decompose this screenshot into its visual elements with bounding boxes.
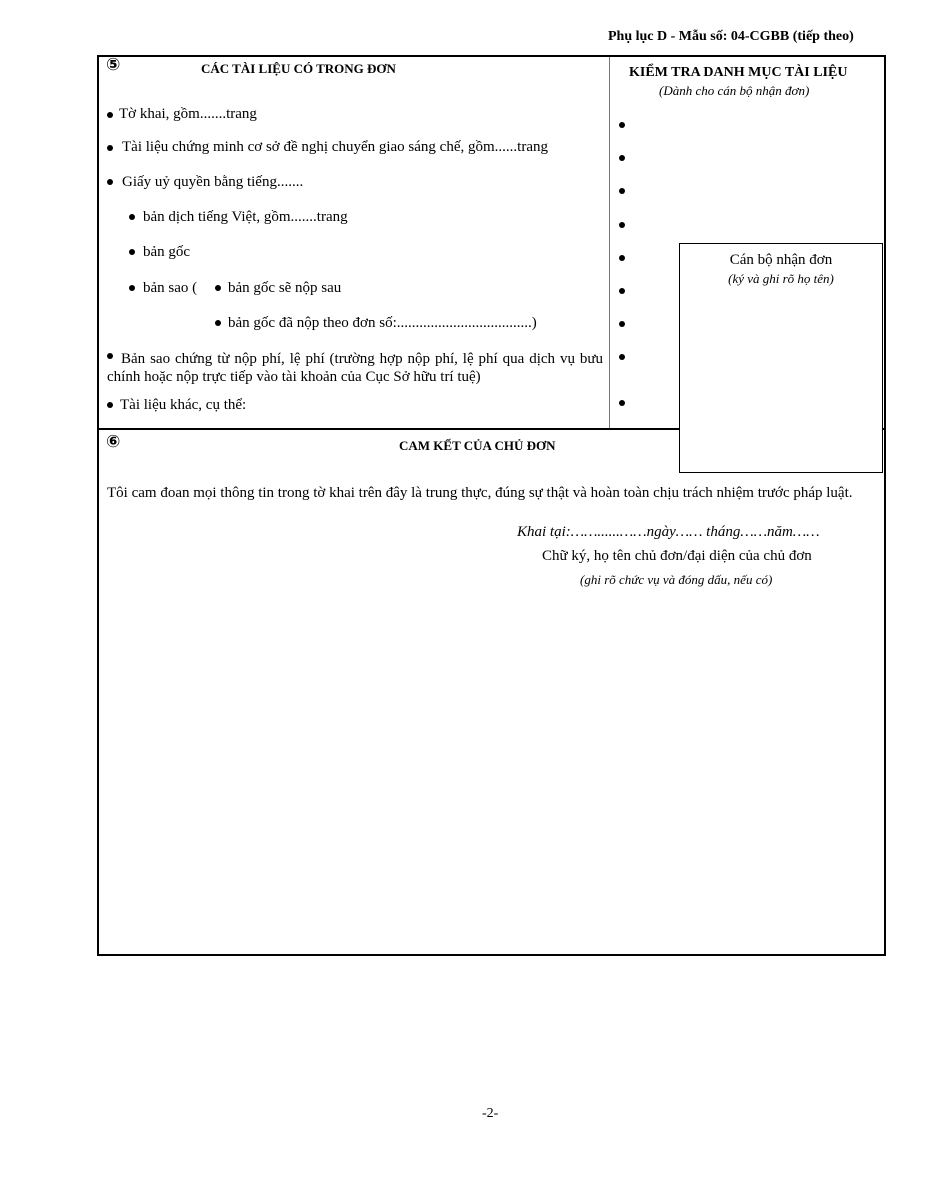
- bullet-icon: [107, 179, 113, 185]
- bullet-icon: [215, 320, 221, 326]
- item-copy: bản sao (: [143, 280, 198, 296]
- item-other: Tài liệu khác, cụ thể:: [120, 397, 247, 413]
- check-bullet-icon: [619, 255, 625, 261]
- section-6-number: ⑥: [106, 432, 121, 452]
- officer-box-subtitle: (ký và ghi rõ họ tên): [728, 271, 834, 286]
- section-6-title: CAM KẾT CỦA CHỦ ĐƠN: [399, 438, 556, 453]
- check-bullet-icon: [619, 354, 625, 360]
- item-fee-receipt: Bản sao chứng từ nộp phí, lệ phí (trường hợp nộp phí, lệ phí qua dịch vụ bưu chính hoặc nộp trực tiếp vào tài khoản của Cục Sở hữu trí tuệ): [107, 351, 603, 385]
- check-bullet-icon: [619, 321, 625, 327]
- bullet-icon: [129, 285, 135, 291]
- page-number: -2-: [482, 1106, 499, 1121]
- item-original: bản gốc: [143, 244, 191, 260]
- section-5-number: ⑤: [106, 55, 121, 75]
- bullet-icon: [107, 112, 113, 118]
- check-bullet-icon: [619, 288, 625, 294]
- officer-box-title: Cán bộ nhận đơn: [729, 252, 833, 268]
- bullet-icon: [107, 402, 113, 408]
- place-date-line: Khai tại:……......……ngày…… tháng……năm……: [517, 524, 820, 540]
- item-proof: Tài liệu chứng minh cơ sở đề nghị chuyển giao sáng chế, gồm......trang: [122, 139, 548, 155]
- item-power-of-attorney: Giấy uỷ quyền bằng tiếng.......: [122, 174, 304, 190]
- item-translation: bản dịch tiếng Việt, gồm.......trang: [143, 209, 348, 225]
- bullet-icon: [215, 285, 221, 291]
- appendix-label: Phụ lục D - Mẫu số: 04-CGBB (tiếp theo): [608, 29, 854, 44]
- section-5-title: CÁC TÀI LIỆU CÓ TRONG ĐƠN: [201, 61, 396, 76]
- officer-signature-box: [679, 243, 883, 473]
- signature-note: (ghi rõ chức vụ và đóng dấu, nếu có): [580, 572, 773, 587]
- check-bullet-icon: [619, 122, 625, 128]
- check-bullet-icon: [619, 222, 625, 228]
- check-bullet-icon: [619, 155, 625, 161]
- check-bullet-icon: [619, 400, 625, 406]
- signature-label: Chữ ký, họ tên chủ đơn/đại diện của chủ đơn: [542, 548, 812, 564]
- item-original-later: bản gốc sẽ nộp sau: [228, 280, 342, 296]
- checklist-title: KIỂM TRA DANH MỤC TÀI LIỆU: [629, 65, 848, 80]
- bullet-icon: [129, 249, 135, 255]
- item-original-submitted: bản gốc đã nộp theo đơn số:....................................): [228, 315, 537, 331]
- bullet-icon: [129, 214, 135, 220]
- column-divider: [609, 57, 610, 429]
- checklist-subtitle: (Dành cho cán bộ nhận đơn): [659, 83, 810, 98]
- item-declaration: Tờ khai, gồm.......trang: [119, 106, 257, 122]
- commitment-statement: Tôi cam đoan mọi thông tin trong tờ khai trên đây là trung thực, đúng sự thật và hoàn toàn chịu trách nhiệm trước pháp luật.: [107, 485, 853, 501]
- bullet-icon: [107, 145, 113, 151]
- check-bullet-icon: [619, 188, 625, 194]
